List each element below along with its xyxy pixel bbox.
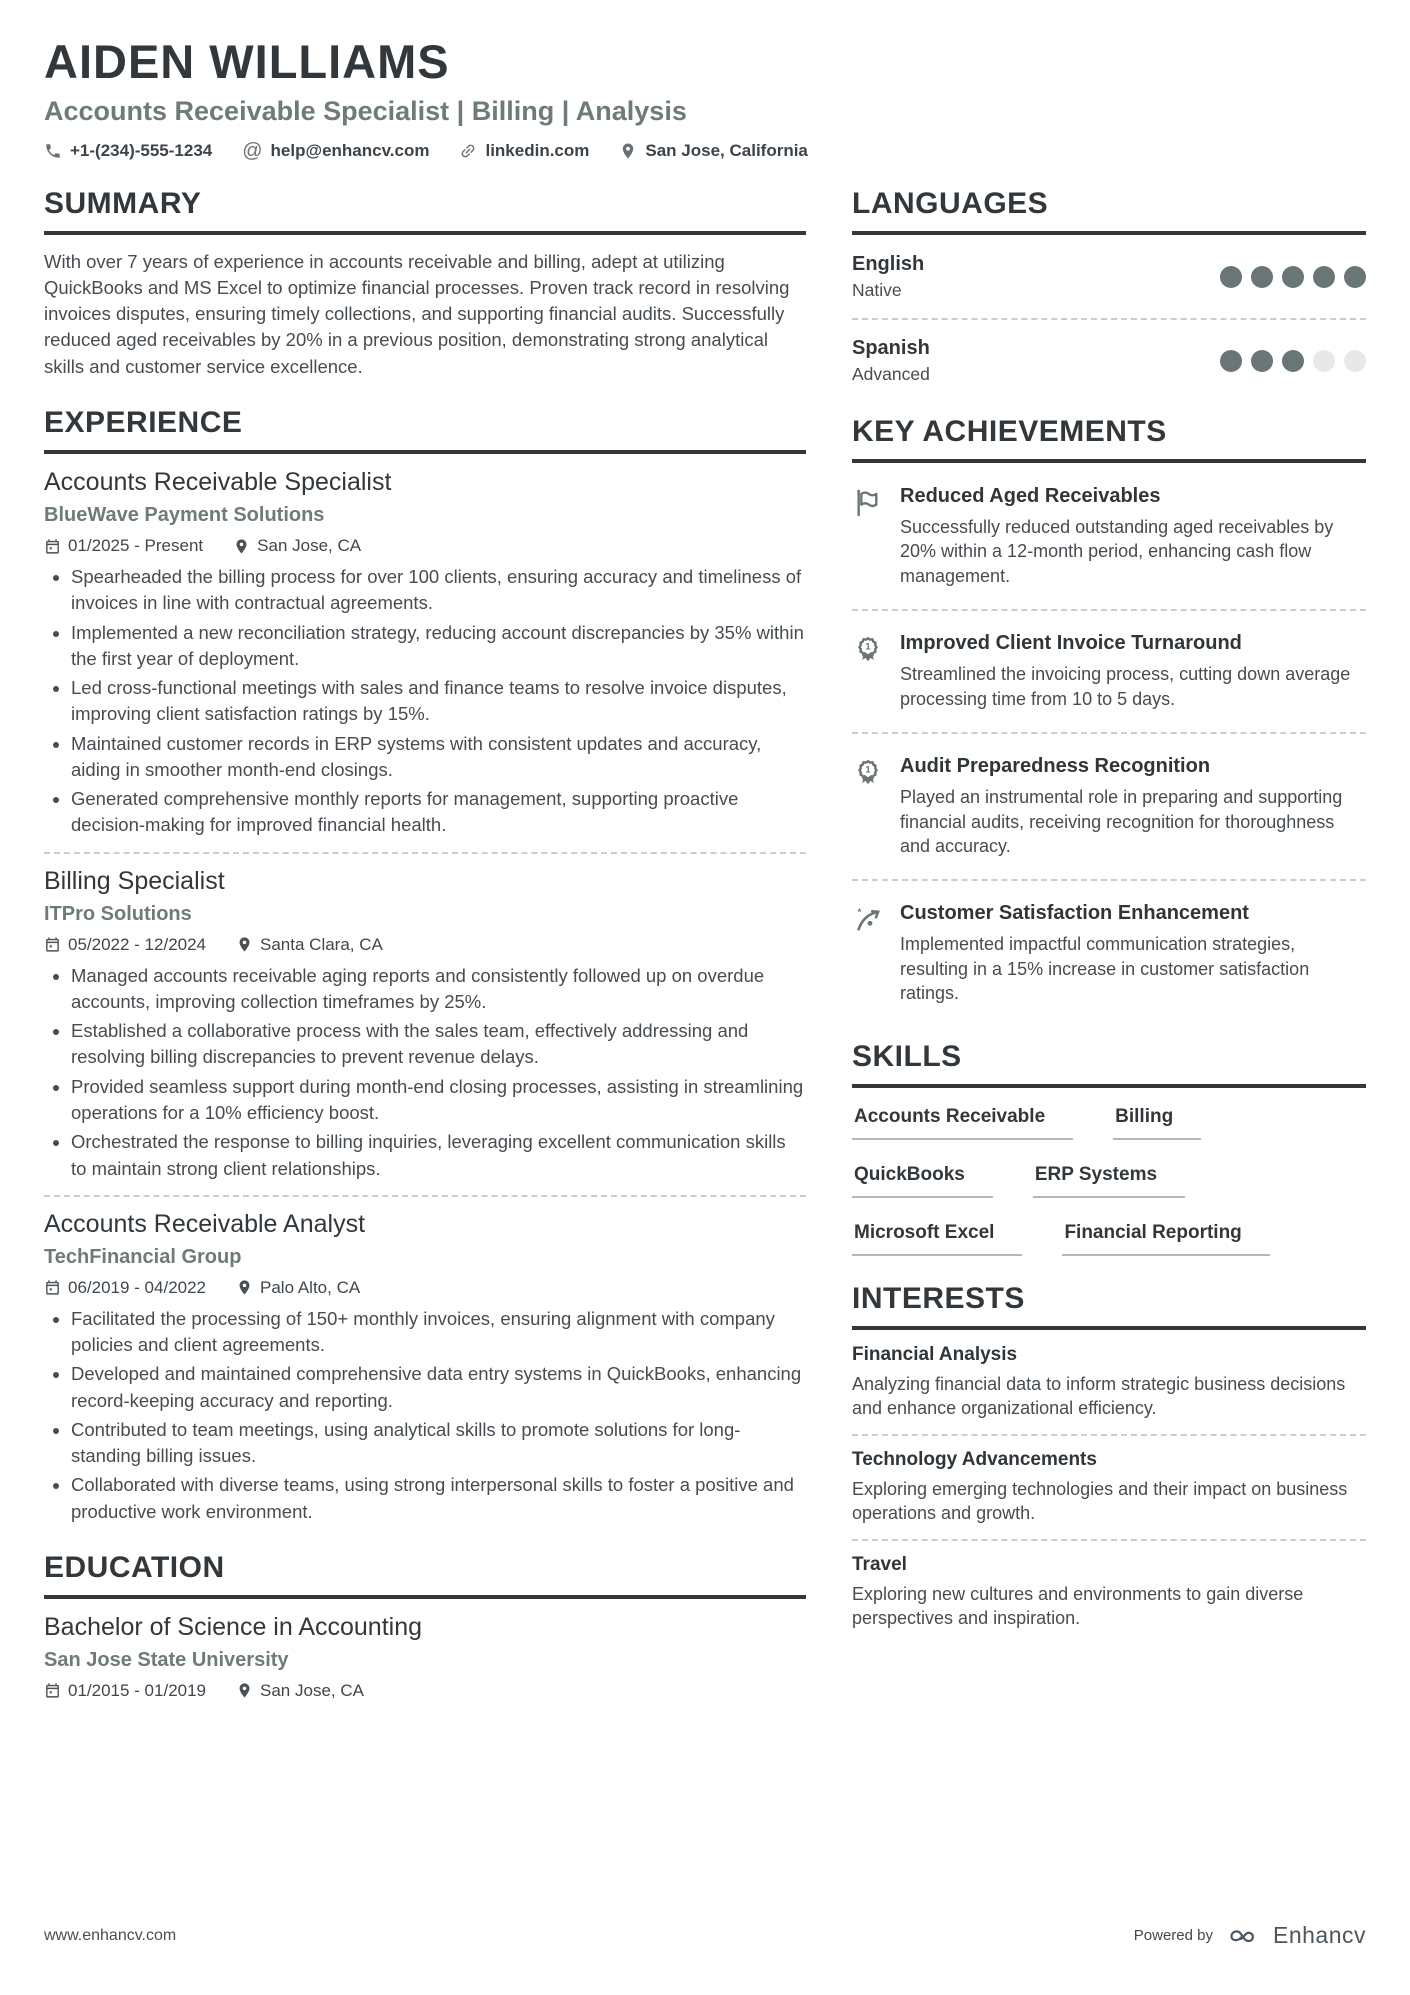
education-section — [44, 1551, 806, 1701]
proficiency-dot — [1220, 266, 1242, 288]
powered-by — [1134, 1922, 1366, 1949]
language-name: English — [852, 252, 925, 275]
job-dates: 05/2022 - 12/2024 — [44, 935, 206, 955]
proficiency-dot — [1313, 350, 1335, 372]
footer-url[interactable]: www.enhancv.com — [44, 1926, 177, 1944]
divider — [44, 1195, 806, 1197]
linkedin-url: linkedin.com — [485, 140, 590, 160]
job-title: Accounts Receivable Specialist — [44, 468, 392, 497]
enhancv-logo-icon — [1225, 1924, 1261, 1948]
job-location: Santa Clara, CA — [236, 935, 383, 955]
calendar-icon — [44, 1682, 61, 1699]
bullet: • Established a collaborative process with the sales team, effectively addressing and resolving billing discrepancies to prevent revenue delays. — [71, 1018, 806, 1071]
language-item — [852, 249, 1366, 305]
location-contact — [619, 141, 808, 161]
job-entry — [44, 867, 806, 1182]
achievement-item — [852, 624, 1366, 719]
linkedin-contact[interactable] — [459, 141, 589, 161]
bullet: • Contributed to team meetings, using analytical skills to promote solutions for long-standing billing issues. — [71, 1417, 806, 1470]
skills-list — [852, 1102, 1366, 1256]
resume-header — [44, 36, 1366, 161]
phone-icon — [44, 142, 62, 160]
proficiency-dot — [1344, 266, 1366, 288]
skill-tag: ERP Systems — [1033, 1164, 1185, 1198]
svg-text:*: * — [857, 907, 862, 918]
bullet: • Generated comprehensive monthly reports for management, supporting proactive decision-making for improved financial health. — [71, 786, 806, 839]
brand-name[interactable]: Enhancv — [1272, 1922, 1366, 1948]
achievement-item — [852, 894, 1366, 1013]
email-address: help@enhancv.com — [270, 140, 430, 160]
job-meta — [44, 536, 806, 556]
achievement-description: Implemented impactful communication strategies, resulting in a 15% increase in customer satisfaction ratings. — [900, 934, 1310, 1004]
bullet: • Orchestrated the response to billing inquiries, leveraging excellent communication skills to maintain strong client relationships. — [71, 1129, 806, 1182]
education-location: San Jose, CA — [236, 1681, 364, 1701]
location-pin-icon — [233, 538, 250, 555]
achievement-title: Customer Satisfaction Enhancement — [900, 902, 1249, 925]
summary-heading: SUMMARY — [44, 187, 806, 235]
email-contact[interactable] — [242, 141, 429, 161]
achievements-section — [852, 415, 1366, 1014]
bullet: • Spearheaded the billing process for over 100 clients, ensuring accuracy and timeliness of invoices in line with contractual agreements. — [71, 564, 806, 617]
location-pin-icon — [236, 936, 253, 953]
right-column — [852, 187, 1366, 1727]
job-bullets — [44, 564, 806, 839]
company-name: TechFinancial Group — [44, 1245, 242, 1268]
job-location: Palo Alto, CA — [236, 1278, 360, 1298]
medal-icon — [852, 632, 886, 711]
bullet: • Provided seamless support during month-end closing processes, assisting in streamlining operations for a 10% efficiency boost. — [71, 1074, 806, 1127]
candidate-name: AIDEN WILLIAMS — [44, 35, 450, 88]
bullet: • Implemented a new reconciliation strategy, reducing account discrepancies by 35% within the first year of deployment. — [71, 620, 806, 673]
divider — [44, 852, 806, 854]
powered-by-label: Powered by — [1133, 1927, 1213, 1944]
interests-heading: INTERESTS — [852, 1282, 1366, 1330]
interest-title: Financial Analysis — [852, 1343, 1018, 1365]
divider — [852, 609, 1366, 611]
language-name: Spanish — [852, 336, 930, 359]
summary-text: With over 7 years of experience in accounts receivable and billing, adept at utilizing QuickBooks and MS Excel to optimize financial processes. Proven track record in resolving invoices disputes, ensuring timely collections, and supporting financial audits. Successfully reduced aged receivables by 20% in a previous position, demonstrating strong analytical skills and customer service excellence. — [44, 250, 790, 377]
proficiency-dot — [1313, 266, 1335, 288]
growth-curve-icon — [852, 902, 886, 1005]
bullet: • Facilitated the processing of 150+ monthly invoices, ensuring alignment with company policies and client agreements. — [71, 1306, 806, 1359]
job-bullets — [44, 1306, 806, 1525]
bullet: • Collaborated with diverse teams, using strong interpersonal skills to foster a positive and productive work environment. — [71, 1472, 806, 1525]
language-item — [852, 333, 1366, 389]
job-meta — [44, 1278, 806, 1298]
language-level: Native — [852, 279, 902, 300]
proficiency-dot — [1220, 350, 1242, 372]
achievement-description: Streamlined the invoicing process, cutting down average processing time from 10 to 5 days. — [900, 664, 1351, 709]
company-name: BlueWave Payment Solutions — [44, 504, 325, 527]
achievement-title: Reduced Aged Receivables — [900, 484, 1161, 507]
achievement-title: Audit Preparedness Recognition — [900, 755, 1211, 778]
language-level: Advanced — [852, 363, 930, 384]
interest-item — [852, 1344, 1366, 1421]
language-proficiency-dots — [1220, 266, 1366, 288]
languages-heading: LANGUAGES — [852, 187, 1366, 235]
job-meta — [44, 935, 806, 955]
school-name: San Jose State University — [44, 1648, 289, 1671]
interest-description: Exploring new cultures and environments to gain diverse perspectives and inspiration. — [852, 1583, 1304, 1629]
divider — [852, 1539, 1366, 1541]
achievement-item — [852, 747, 1366, 866]
headline: Accounts Receivable Specialist | Billing | Analysis — [44, 95, 687, 126]
interest-item — [852, 1554, 1366, 1631]
bullet: • Developed and maintained comprehensive data entry systems in QuickBooks, enhancing record-keeping accuracy and reporting. — [71, 1361, 806, 1414]
summary-section — [44, 187, 806, 380]
job-title: Billing Specialist — [44, 866, 225, 895]
education-heading: EDUCATION — [44, 1551, 806, 1599]
company-name: ITPro Solutions — [44, 902, 192, 925]
contact-row — [44, 141, 1366, 161]
education-dates: 01/2015 - 01/2019 — [44, 1681, 206, 1701]
skill-tag: Microsoft Excel — [852, 1222, 1022, 1256]
degree-title: Bachelor of Science in Accounting — [44, 1612, 423, 1641]
achievement-title: Improved Client Invoice Turnaround — [900, 632, 1242, 655]
interests-section — [852, 1282, 1366, 1631]
skills-section — [852, 1040, 1366, 1256]
proficiency-dot — [1282, 350, 1304, 372]
phone-number: +1-(234)-555-1234 — [70, 140, 213, 160]
flag-icon — [852, 485, 886, 588]
proficiency-dot — [1344, 350, 1366, 372]
experience-heading: EXPERIENCE — [44, 406, 806, 454]
at-icon: @ — [242, 139, 263, 162]
divider — [852, 879, 1366, 881]
job-entry — [44, 1210, 806, 1525]
bullet: • Led cross-functional meetings with sales and finance teams to resolve invoice disputes, improving client satisfaction ratings by 15%. — [71, 675, 806, 728]
calendar-icon — [44, 538, 61, 555]
bullet: • Managed accounts receivable aging reports and consistently followed up on overdue accounts, improving collection timeframes by 25%. — [71, 963, 806, 1016]
job-dates: 06/2019 - 04/2022 — [44, 1278, 206, 1298]
job-entry — [44, 468, 806, 839]
divider — [852, 1434, 1366, 1436]
phone-contact[interactable] — [44, 141, 212, 161]
divider — [852, 732, 1366, 734]
experience-section — [44, 406, 806, 1525]
language-proficiency-dots — [1220, 350, 1366, 372]
proficiency-dot — [1251, 350, 1273, 372]
skill-tag: Accounts Receivable — [852, 1106, 1073, 1140]
bullet: • Maintained customer records in ERP systems with consistent updates and accuracy, aiding in smoother month-end closings. — [71, 731, 806, 784]
achievements-heading: KEY ACHIEVEMENTS — [852, 415, 1366, 463]
medal-icon — [852, 755, 886, 858]
calendar-icon — [44, 936, 61, 953]
location-pin-icon — [236, 1682, 253, 1699]
link-icon — [459, 142, 477, 160]
achievement-description: Successfully reduced outstanding aged receivables by 20% within a 12-month period, enhancing cash flow management. — [900, 516, 1334, 586]
interest-item — [852, 1449, 1366, 1526]
page-footer — [44, 1922, 1366, 1949]
achievement-item — [852, 477, 1366, 596]
location-text: San Jose, California — [645, 140, 808, 160]
interest-description: Exploring emerging technologies and their impact on business operations and growth. — [852, 1478, 1348, 1524]
job-bullets — [44, 963, 806, 1182]
location-pin-icon — [236, 1279, 253, 1296]
svg-text:1: 1 — [865, 764, 871, 775]
interest-description: Analyzing financial data to inform strategic business decisions and enhance organizational efficiency. — [852, 1373, 1346, 1419]
education-meta — [44, 1681, 806, 1701]
proficiency-dot — [1282, 266, 1304, 288]
interest-title: Technology Advancements — [852, 1448, 1097, 1470]
interest-title: Travel — [852, 1553, 907, 1575]
svg-text:1: 1 — [865, 641, 871, 652]
job-dates: 01/2025 - Present — [44, 536, 203, 556]
proficiency-dot — [1251, 266, 1273, 288]
location-pin-icon — [619, 142, 637, 160]
skills-heading: SKILLS — [852, 1040, 1366, 1088]
job-location: San Jose, CA — [233, 536, 361, 556]
skill-tag: Financial Reporting — [1062, 1222, 1269, 1256]
skill-tag: QuickBooks — [852, 1164, 993, 1198]
job-title: Accounts Receivable Analyst — [44, 1209, 366, 1238]
divider — [852, 318, 1366, 320]
left-column — [44, 187, 806, 1727]
languages-section — [852, 187, 1366, 389]
calendar-icon — [44, 1279, 61, 1296]
skill-tag: Billing — [1113, 1106, 1201, 1140]
achievement-description: Played an instrumental role in preparing and supporting financial audits, receiving recognition for thoroughness and accuracy. — [900, 787, 1343, 856]
